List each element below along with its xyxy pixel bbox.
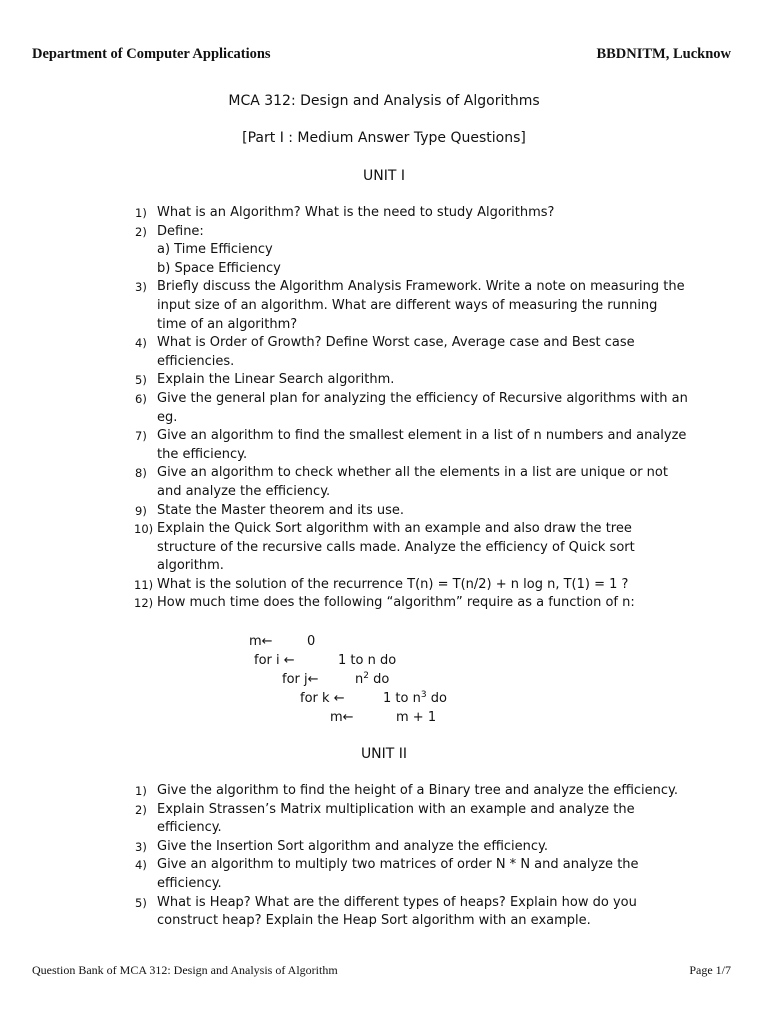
pseudocode-line-3: for j← $n^2$ do [282,671,390,687]
question-item: 1) What is an Algorithm? What is the need to study Algorithms? [135,205,555,220]
part-title: [Part I : Medium Answer Type Questions] [242,130,526,146]
institute-name: BBDNITM, Lucknow [596,46,731,62]
question-item: 1) Give the algorithm to find the height of a Binary tree and analyze the efficiency. [135,783,679,798]
question-item: 2) Define: a) Time Efficiency b) Space Efficiency [120,223,690,279]
left-arrow-icon: ← [307,672,319,687]
unit-1-question-list [120,204,690,613]
pseudocode-line-5: m← m + 1 [330,710,437,725]
course-title: MCA 312: Design and Analysis of Algorithms [228,93,540,109]
question-item: 4) What is Order of Growth? Define Worst case, Average case and Best case efficiencies. [135,335,635,369]
left-arrow-icon: ← [333,691,345,706]
sub-item: a) Time Efficiency [157,242,273,258]
question-item: 4) Give an algorithm to multiply two matrices of order N * N and analyze the efficiency. [135,857,639,891]
question-item: 12) How much time does the following “algorithm” require as a function of n: [134,595,635,611]
question-item: 3) Give the Insertion Sort algorithm and analyze the efficiency. [135,838,549,854]
question-item: 5) Explain the Linear Search algorithm. [135,372,395,388]
question-item: 9) State the Master theorem and its use. [135,502,405,518]
question-item: 3) Briefly discuss the Algorithm Analysis Framework. Write a note on measuring the input size of an algorithm. What are different ways of measuring the running time of an algorithm? [135,279,685,332]
left-arrow-icon: ← [283,653,295,668]
left-arrow-icon: ← [342,710,354,725]
department-name: Department of Computer Applications [32,46,271,62]
question-item: 11) What is the solution of the recurrence T(n) = T(n/2) + n log n, T(1) = 1 ? [134,576,629,592]
sub-item: b) Space Efficiency [157,260,281,276]
unit-1-title: UNIT I [363,168,405,184]
question-item: 6) Give the general plan for analyzing the efficiency of Recursive algorithms with an eg. [135,390,688,425]
question-item: 5) What is Heap? What are the different types of heaps? Explain how do you construct heap? Explain the Heap Sort algorithm with an example. [135,894,637,929]
question-item: 2) Explain Strassen’s Matrix multiplication with an example and analyze the efficiency. [135,801,635,836]
unit-2-question-list [120,782,690,931]
left-arrow-icon: ← [261,634,273,649]
pseudocode-line-1: m← 0 [249,634,316,649]
question-item: 8) Give an algorithm to check whether all the elements in a list are unique or not and analyze the efficiency. [135,465,668,499]
page-footer [32,963,731,978]
page-number: Page 1/7 [689,963,731,977]
unit-2-title: UNIT II [360,746,408,762]
footer-title: Question Bank of MCA 312: Design and Analysis of Algorithm [32,963,338,977]
pseudocode-line-2: for i ← 1 to n do [254,653,397,668]
question-item: 7) Give an algorithm to find the smallest element in a list of n numbers and analyze the efficiency. [135,428,687,462]
pseudocode-line-4: for k ← 1 to $n^3$ do [300,690,447,706]
page-header [32,46,731,63]
question-item: 10) Explain the Quick Sort algorithm with an example and also draw the tree structure of the recursive calls made. Analyze the efficiency of Quick sort algorithm. [134,521,635,574]
